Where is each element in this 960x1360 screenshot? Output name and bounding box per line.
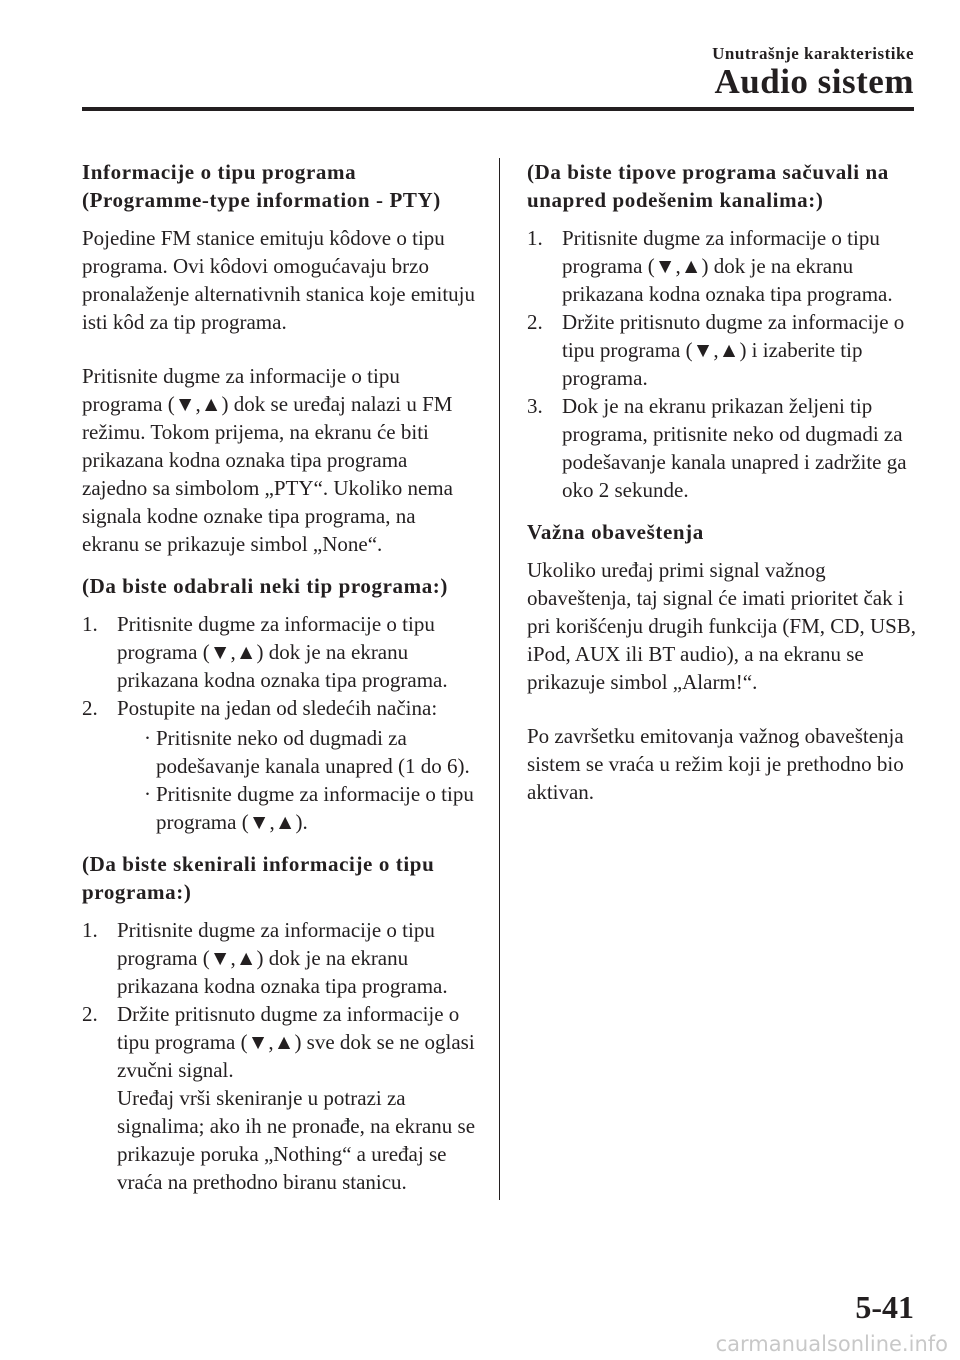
section-store-heading: (Da biste tipove programa sačuvali na unapred podešenim kanalima:)	[527, 160, 889, 212]
spacer	[82, 836, 477, 850]
step-number: 2.	[82, 1002, 98, 1026]
step-note: Uređaj vrši skeniranje u potrazi za signalima; ako ih ne pronađe, na ekranu se prikazuje poruka „Nothing“ a uređaj se vraća na prethodno biranu stanicu.	[117, 1086, 476, 1194]
header-subtitle: Unutrašnje karakteristike	[712, 44, 914, 63]
bullet-icon: ·	[144, 726, 151, 750]
header-rule	[82, 107, 914, 111]
step-text: Dok je na ekranu prikazan željeni tip programa, pritisnite neko od dugmadi za podešavanje kanala unapred i zadržite ga oko 2 sekunde.	[562, 394, 907, 502]
step-number: 2.	[82, 696, 98, 720]
column-divider	[499, 158, 500, 1200]
step-number: 2.	[527, 310, 543, 334]
list-item	[527, 224, 917, 308]
page-number: 5-41	[855, 1289, 914, 1325]
step-text: Držite pritisnuto dugme za informacije o tipu programa (▼,▲) i izaberite tip programa.	[562, 310, 905, 390]
list-item	[82, 610, 477, 694]
step-text: Pritisnite dugme za informacije o tipu programa (▼,▲) dok je na ekranu prikazana kodna oznaka tipa programa.	[117, 612, 448, 692]
announcement-paragraph: Ukoliko uređaj primi signal važnog obaveštenja, taj signal će imati prioritet čak i pri korišćenju drugih funkcija (FM, CD, USB, iPod, AUX ili BT audio), a na ekranu se prikazuje simbol „Alarm!“.	[527, 558, 917, 694]
section-scan-heading: (Da biste skenirali informacije o tipu programa:)	[82, 852, 435, 904]
list-item	[137, 724, 477, 780]
select-steps-list	[82, 610, 477, 836]
store-steps-list	[527, 224, 917, 504]
right-column	[527, 158, 917, 806]
step-text: Pritisnite dugme za informacije o tipu programa (▼,▲) dok je na ekranu prikazana kodna oznaka tipa programa.	[117, 918, 448, 998]
list-item	[137, 780, 477, 836]
step-number: 1.	[527, 226, 543, 250]
list-item	[82, 916, 477, 1000]
spacer	[527, 504, 917, 518]
list-item	[527, 308, 917, 392]
left-column	[82, 158, 477, 1196]
spacer	[82, 558, 477, 572]
scan-steps-list	[82, 916, 477, 1196]
pty-usage-paragraph: Pritisnite dugme za informacije o tipu programa (▼,▲) dok se uređaj nalazi u FM režimu. Tokom prijema, na ekranu će biti prikazana kodna oznaka tipa programa zajedno sa simbolom „PTY“. Ukoliko nema signala kodne oznake tipa programa, na ekranu se prikazuje simbol „None“.	[82, 364, 453, 556]
step-number: 1.	[82, 612, 98, 636]
list-item	[82, 1000, 477, 1196]
spacer	[82, 336, 477, 362]
step-text: Držite pritisnuto dugme za informacije o tipu programa (▼,▲) sve dok se ne oglasi zvučni signal.	[117, 1002, 475, 1082]
section-announcements-heading: Važna obaveštenja	[527, 520, 704, 544]
bullet-text: Pritisnite neko od dugmadi za podešavanje kanala unapred (1 do 6).	[156, 726, 470, 778]
section-select-heading: (Da biste odabrali neki tip programa:)	[82, 574, 448, 598]
header-title: Audio sistem	[714, 62, 914, 101]
spacer	[527, 696, 917, 722]
step-text: Pritisnite dugme za informacije o tipu programa (▼,▲) dok je na ekranu prikazana kodna oznaka tipa programa.	[562, 226, 893, 306]
step-text: Postupite na jedan od sledećih načina:	[117, 696, 438, 720]
watermark: carmanualsonline.info	[715, 1332, 948, 1356]
step-number: 1.	[82, 918, 98, 942]
section-pty-heading: Informacije o tipu programa (Programme-type information - PTY)	[82, 160, 441, 212]
pty-intro-paragraph: Pojedine FM stanice emituju kôdove o tipu programa. Ovi kôdovi omogućavaju brzo pronalaženje alternativnih stanica koje emituju isti kôd za tip programa.	[82, 226, 476, 334]
announcement-end-paragraph: Po završetku emitovanja važnog obaveštenja sistem se vraća u režim koji je prethodno bio aktivan.	[527, 724, 904, 804]
list-item	[527, 392, 917, 504]
bullet-text: Pritisnite dugme za informacije o tipu programa (▼,▲).	[156, 782, 474, 834]
step-number: 3.	[527, 394, 543, 418]
bullet-icon: ·	[144, 782, 151, 806]
list-item	[82, 694, 477, 836]
options-bullet-list	[117, 724, 477, 836]
